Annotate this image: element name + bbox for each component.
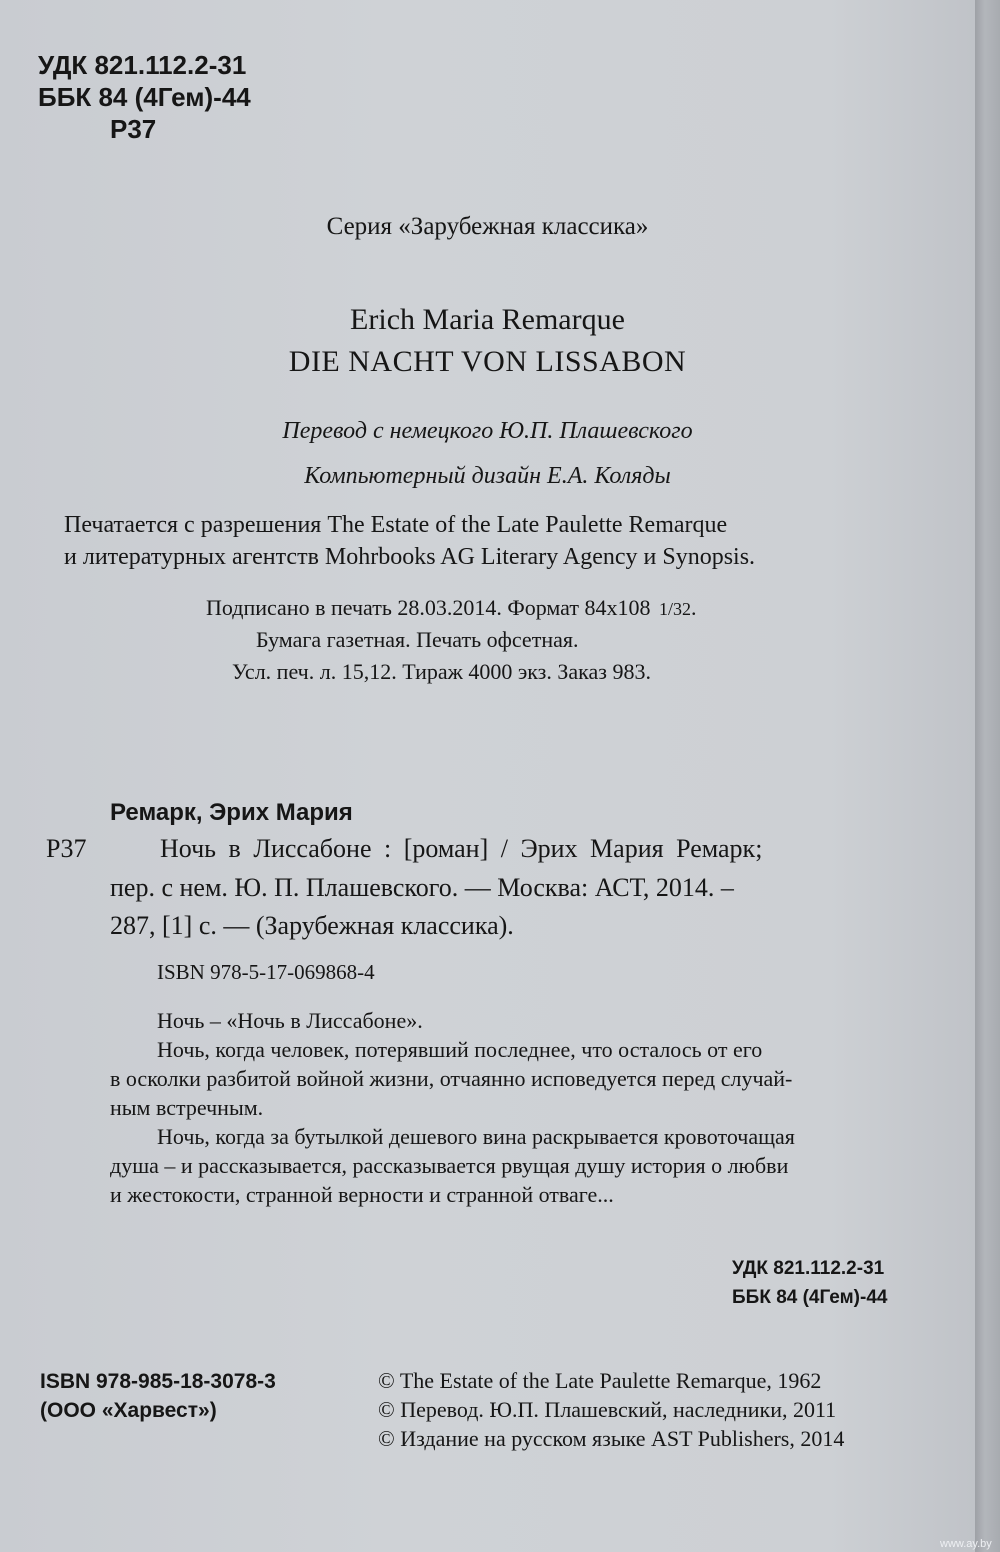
print-format: Подписано в печать 28.03.2014. Формат 84x108	[206, 595, 651, 620]
print-run: Усл. печ. л. 15,12. Тираж 4000 экз. Заказ 983.	[232, 659, 651, 684]
author-sign: Р37	[110, 114, 157, 144]
format-fraction: 1/32	[658, 599, 691, 619]
permission-line-2: и литературных агентств Mohrbooks AG Literary Agency и Synopsis.	[64, 544, 756, 570]
bib-author: Ремарк, Эрих Мария	[110, 799, 353, 826]
isbn-harvest: ISBN 978-985-18-3078-3	[40, 1370, 276, 1393]
original-author: Erich Maria Remarque	[350, 303, 625, 336]
page-edge	[975, 0, 1000, 1552]
copyright-edition: © Издание на русском языке AST Publishers, 2014	[378, 1426, 845, 1451]
copyright-estate: © The Estate of the Late Paulette Remarque, 1962	[378, 1368, 822, 1393]
translation-credit: Перевод с немецкого Ю.П. Плашевского	[282, 418, 693, 444]
footer-udk: УДК 821.112.2-31	[732, 1258, 885, 1279]
annotation-line-4: ным встречным.	[110, 1095, 264, 1120]
annotation-line-2: Ночь, когда человек, потерявший последнее, что осталось от его	[157, 1037, 763, 1062]
print-signed-line	[206, 595, 697, 621]
bib-line-2: пер. с нем. Ю. П. Плашевского. — Москва: АСТ, 2014. –	[110, 873, 734, 902]
annotation-line-5: Ночь, когда за бутылкой дешевого вина раскрывается кровоточащая	[157, 1124, 795, 1149]
udk-code: УДК 821.112.2-31	[38, 50, 247, 80]
paper-type: Бумага газетная. Печать офсетная.	[256, 627, 579, 652]
footer-bbk: ББК 84 (4Гем)-44	[732, 1287, 888, 1308]
annotation-line-1: Ночь – «Ночь в Лиссабоне».	[157, 1008, 423, 1033]
permission-line-1: Печатается с разрешения The Estate of the Late Paulette Remarque	[64, 512, 728, 538]
original-title: DIE NACHT VON LISSABON	[288, 345, 687, 378]
bib-code: Р37	[46, 834, 87, 863]
design-credit: Компьютерный дизайн Е.А. Коляды	[304, 463, 671, 489]
format-period: .	[691, 595, 697, 620]
watermark: www.ay.by	[940, 1538, 992, 1550]
annotation-line-6: душа – и рассказывается, рассказывается рвущая душу история о любви	[110, 1153, 789, 1178]
copyright-translation: © Перевод. Ю.П. Плашевский, наследники, 2011	[378, 1397, 837, 1422]
annotation-line-7: и жестокости, странной верности и странной отваге...	[110, 1182, 614, 1207]
series-title: Серия «Зарубежная классика»	[326, 213, 649, 240]
bbk-code: ББК 84 (4Гем)-44	[38, 82, 251, 112]
bib-line-1: Ночь в Лиссабоне : [роман] / Эрих Мария Ремарк;	[160, 834, 763, 863]
publisher-name: (ООО «Харвест»)	[40, 1399, 217, 1422]
isbn-russian: ISBN 978-5-17-069868-4	[157, 960, 375, 984]
annotation-line-3: в осколки разбитой войной жизни, отчаянно исповедуется перед случай-	[110, 1066, 793, 1091]
bib-line-3: 287, [1] с. — (Зарубежная классика).	[110, 911, 514, 940]
